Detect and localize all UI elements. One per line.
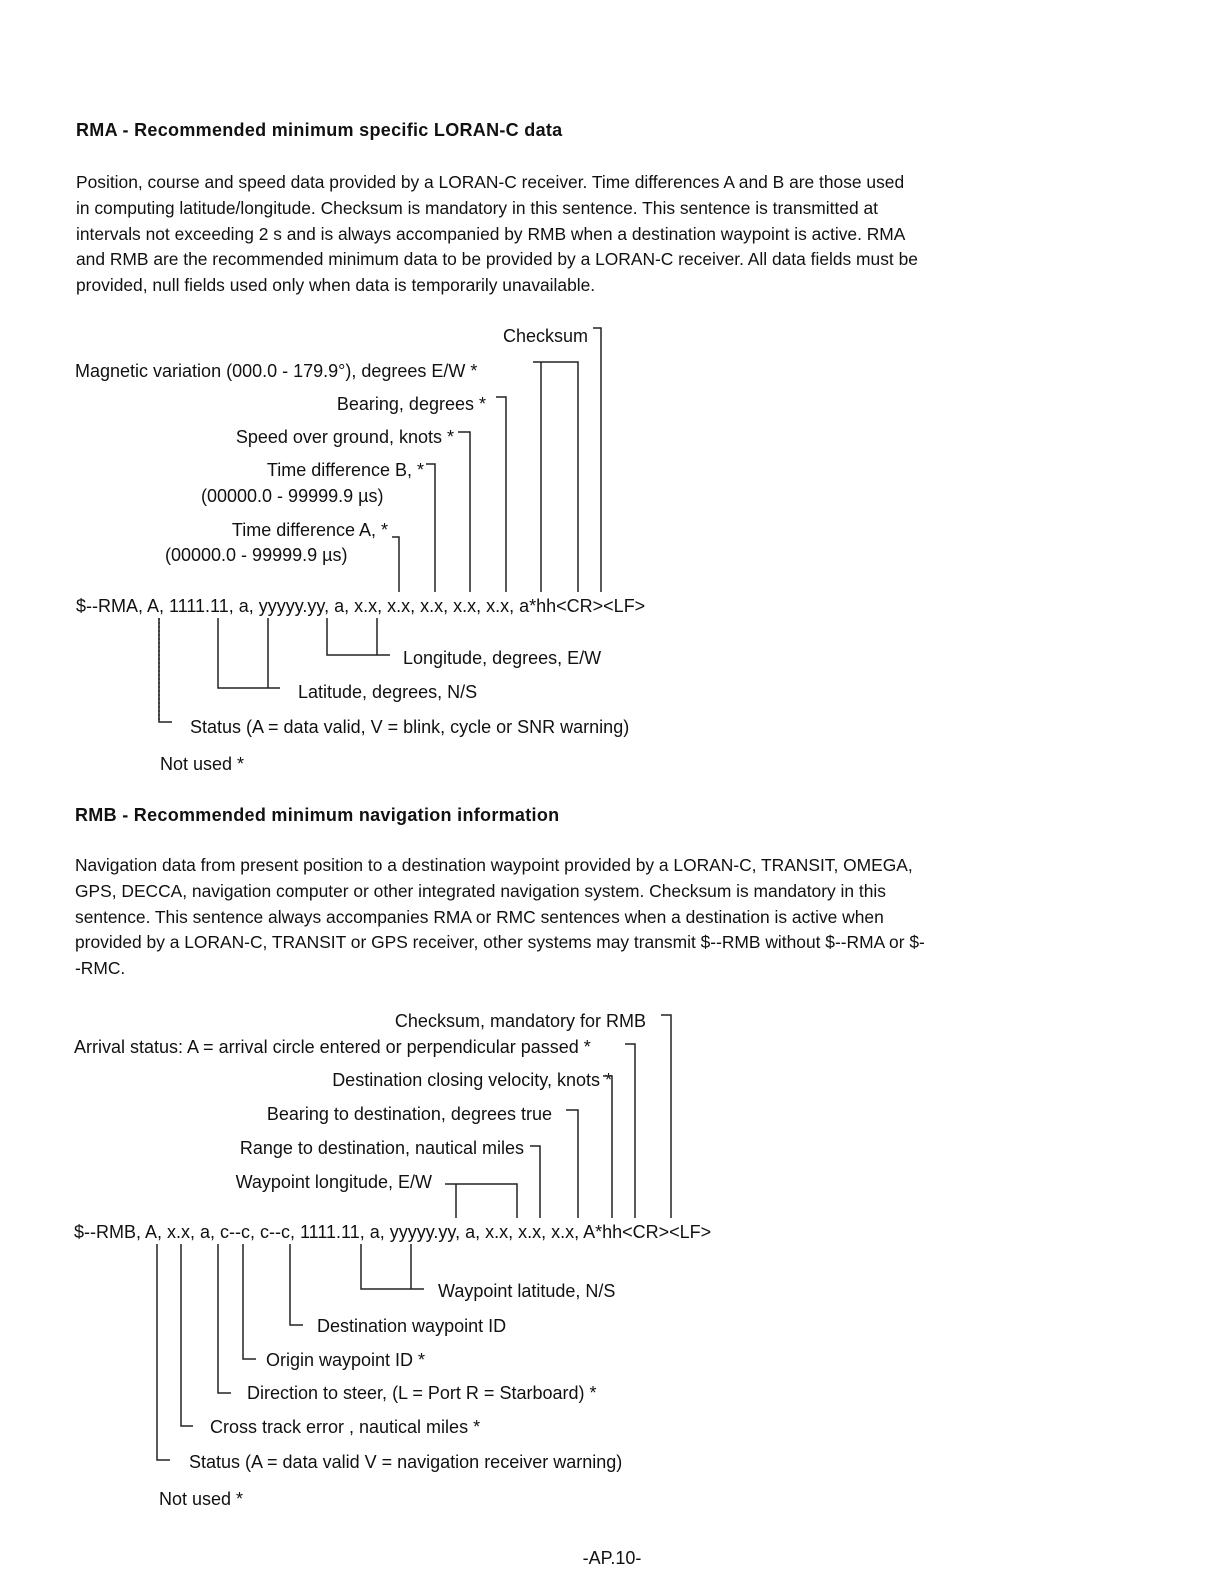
rmb-leader-range xyxy=(530,1146,540,1218)
rma-leader-latitude xyxy=(218,618,280,688)
rmb-leader-status xyxy=(157,1244,170,1460)
rma-paragraph-line: intervals not exceeding 2 s and is always accompanied by RMB when a destination waypoint is active. RMA xyxy=(76,223,906,244)
rma-leader-bearing xyxy=(496,397,506,592)
rmb-label-closing-velocity: Destination closing velocity, knots * xyxy=(332,1070,612,1090)
rmb-leader-direction xyxy=(218,1244,231,1393)
rmb-label-not-used: Not used * xyxy=(159,1489,244,1509)
rma-leader-time-diff-a xyxy=(392,537,399,592)
rmb-paragraph-line: sentence. This sentence always accompanies RMA or RMC sentences when a destination is active when xyxy=(75,906,884,927)
rma-label-time-diff-a-range: (00000.0 - 99999.9 µs) xyxy=(165,545,348,565)
rmb-paragraph-line: GPS, DECCA, navigation computer or other integrated navigation system. Checksum is mandatory in this xyxy=(75,880,886,901)
rmb-label-direction-to-steer: Direction to steer, (L = Port R = Starboard) * xyxy=(247,1383,597,1403)
page-number: -AP.10- xyxy=(582,1548,642,1568)
rmb-leader-bearing xyxy=(566,1110,578,1218)
rmb-label-waypoint-latitude: Waypoint latitude, N/S xyxy=(438,1281,616,1301)
rmb-heading: RMB - Recommended minimum navigation information xyxy=(75,805,560,825)
rma-sentence-format: $--RMA, A, 1111.11, a, yyyyy.yy, a, x.x, x.x, x.x, x.x, x.x, a*hh<CR><LF> xyxy=(76,596,646,616)
rmb-label-arrival-status: Arrival status: A = arrival circle entered or perpendicular passed * xyxy=(74,1037,591,1057)
rmb-paragraph-line: provided by a LORAN-C, TRANSIT or GPS receiver, other systems may transmit $--RMB without $--RMA or $- xyxy=(75,932,925,953)
rma-leader-magnetic-variation xyxy=(533,362,578,592)
rmb-label-range: Range to destination, nautical miles xyxy=(239,1138,524,1158)
rma-paragraph-line: in computing latitude/longitude. Checksum is mandatory in this sentence. This sentence is transmitted at xyxy=(76,197,878,218)
rma-paragraph-line: Position, course and speed data provided by a LORAN-C receiver. Time differences A and B are those used xyxy=(76,172,905,192)
rma-label-status: Status (A = data valid, V = blink, cycle or SNR warning) xyxy=(190,717,630,737)
rma-paragraph-line: provided, null fields used only when data is temporarily unavailable. xyxy=(76,275,596,296)
rma-label-longitude: Longitude, degrees, E/W xyxy=(403,648,602,668)
rma-leader-time-diff-b xyxy=(426,464,435,592)
rma-heading: RMA - Recommended minimum specific LORAN-C data xyxy=(76,120,563,140)
rmb-label-bearing: Bearing to destination, degrees true xyxy=(266,1104,552,1124)
rma-leader-longitude xyxy=(327,618,390,655)
rmb-label-checksum: Checksum, mandatory for RMB xyxy=(394,1011,646,1031)
rma-label-latitude: Latitude, degrees, N/S xyxy=(298,682,478,702)
rmb-label-origin-id: Origin waypoint ID * xyxy=(266,1350,426,1370)
rma-leader-status xyxy=(159,618,172,722)
rmb-leader-destination-id xyxy=(290,1244,303,1325)
rmb-paragraph-line: Navigation data from present position to a destination waypoint provided by a LORAN-C, TRANSIT, OMEGA, xyxy=(75,855,913,875)
rmb-label-destination-id: Destination waypoint ID xyxy=(317,1316,507,1336)
rma-label-magnetic-variation: Magnetic variation (000.0 - 179.9°), degrees E/W * xyxy=(75,361,478,381)
rma-paragraph-line: and RMB are the recommended minimum data to be provided by a LORAN-C receiver. All data fields must be xyxy=(76,249,918,270)
rma-label-time-diff-b: Time difference B, * xyxy=(266,460,424,480)
rmb-leader-checksum xyxy=(661,1015,671,1218)
rmb-leader-origin-id xyxy=(243,1244,256,1359)
rmb-leader-arrival-status xyxy=(625,1044,635,1218)
rma-label-speed: Speed over ground, knots * xyxy=(235,427,454,447)
rmb-label-status: Status (A = data valid V = navigation receiver warning) xyxy=(189,1452,623,1472)
rmb-description xyxy=(75,853,925,982)
rmb-label-waypoint-longitude: Waypoint longitude, E/W xyxy=(235,1172,432,1192)
rmb-leader-closing-velocity xyxy=(603,1076,612,1218)
rma-label-not-used: Not used * xyxy=(160,754,245,774)
rma-description xyxy=(76,170,918,299)
rmb-leader-waypoint-latitude xyxy=(361,1244,424,1289)
rma-label-time-diff-a: Time difference A, * xyxy=(231,520,388,540)
rma-label-time-diff-b-range: (00000.0 - 99999.9 µs) xyxy=(201,486,384,506)
rma-leader-speed xyxy=(458,432,470,592)
rmb-sentence-format: $--RMB, A, x.x, a, c--c, c--c, 1111.11, a, yyyyy.yy, a, x.x, x.x, x.x, A*hh<CR><LF> xyxy=(74,1222,712,1242)
rmb-leader-cross-track xyxy=(181,1244,193,1426)
rma-label-checksum: Checksum xyxy=(502,326,588,346)
rmb-leader-waypoint-longitude xyxy=(445,1184,517,1218)
rma-leader-checksum xyxy=(593,328,601,592)
rmb-paragraph-line: -RMC. xyxy=(75,958,126,979)
rma-label-bearing: Bearing, degrees * xyxy=(336,394,486,414)
rmb-label-cross-track-error: Cross track error , nautical miles * xyxy=(210,1417,481,1437)
